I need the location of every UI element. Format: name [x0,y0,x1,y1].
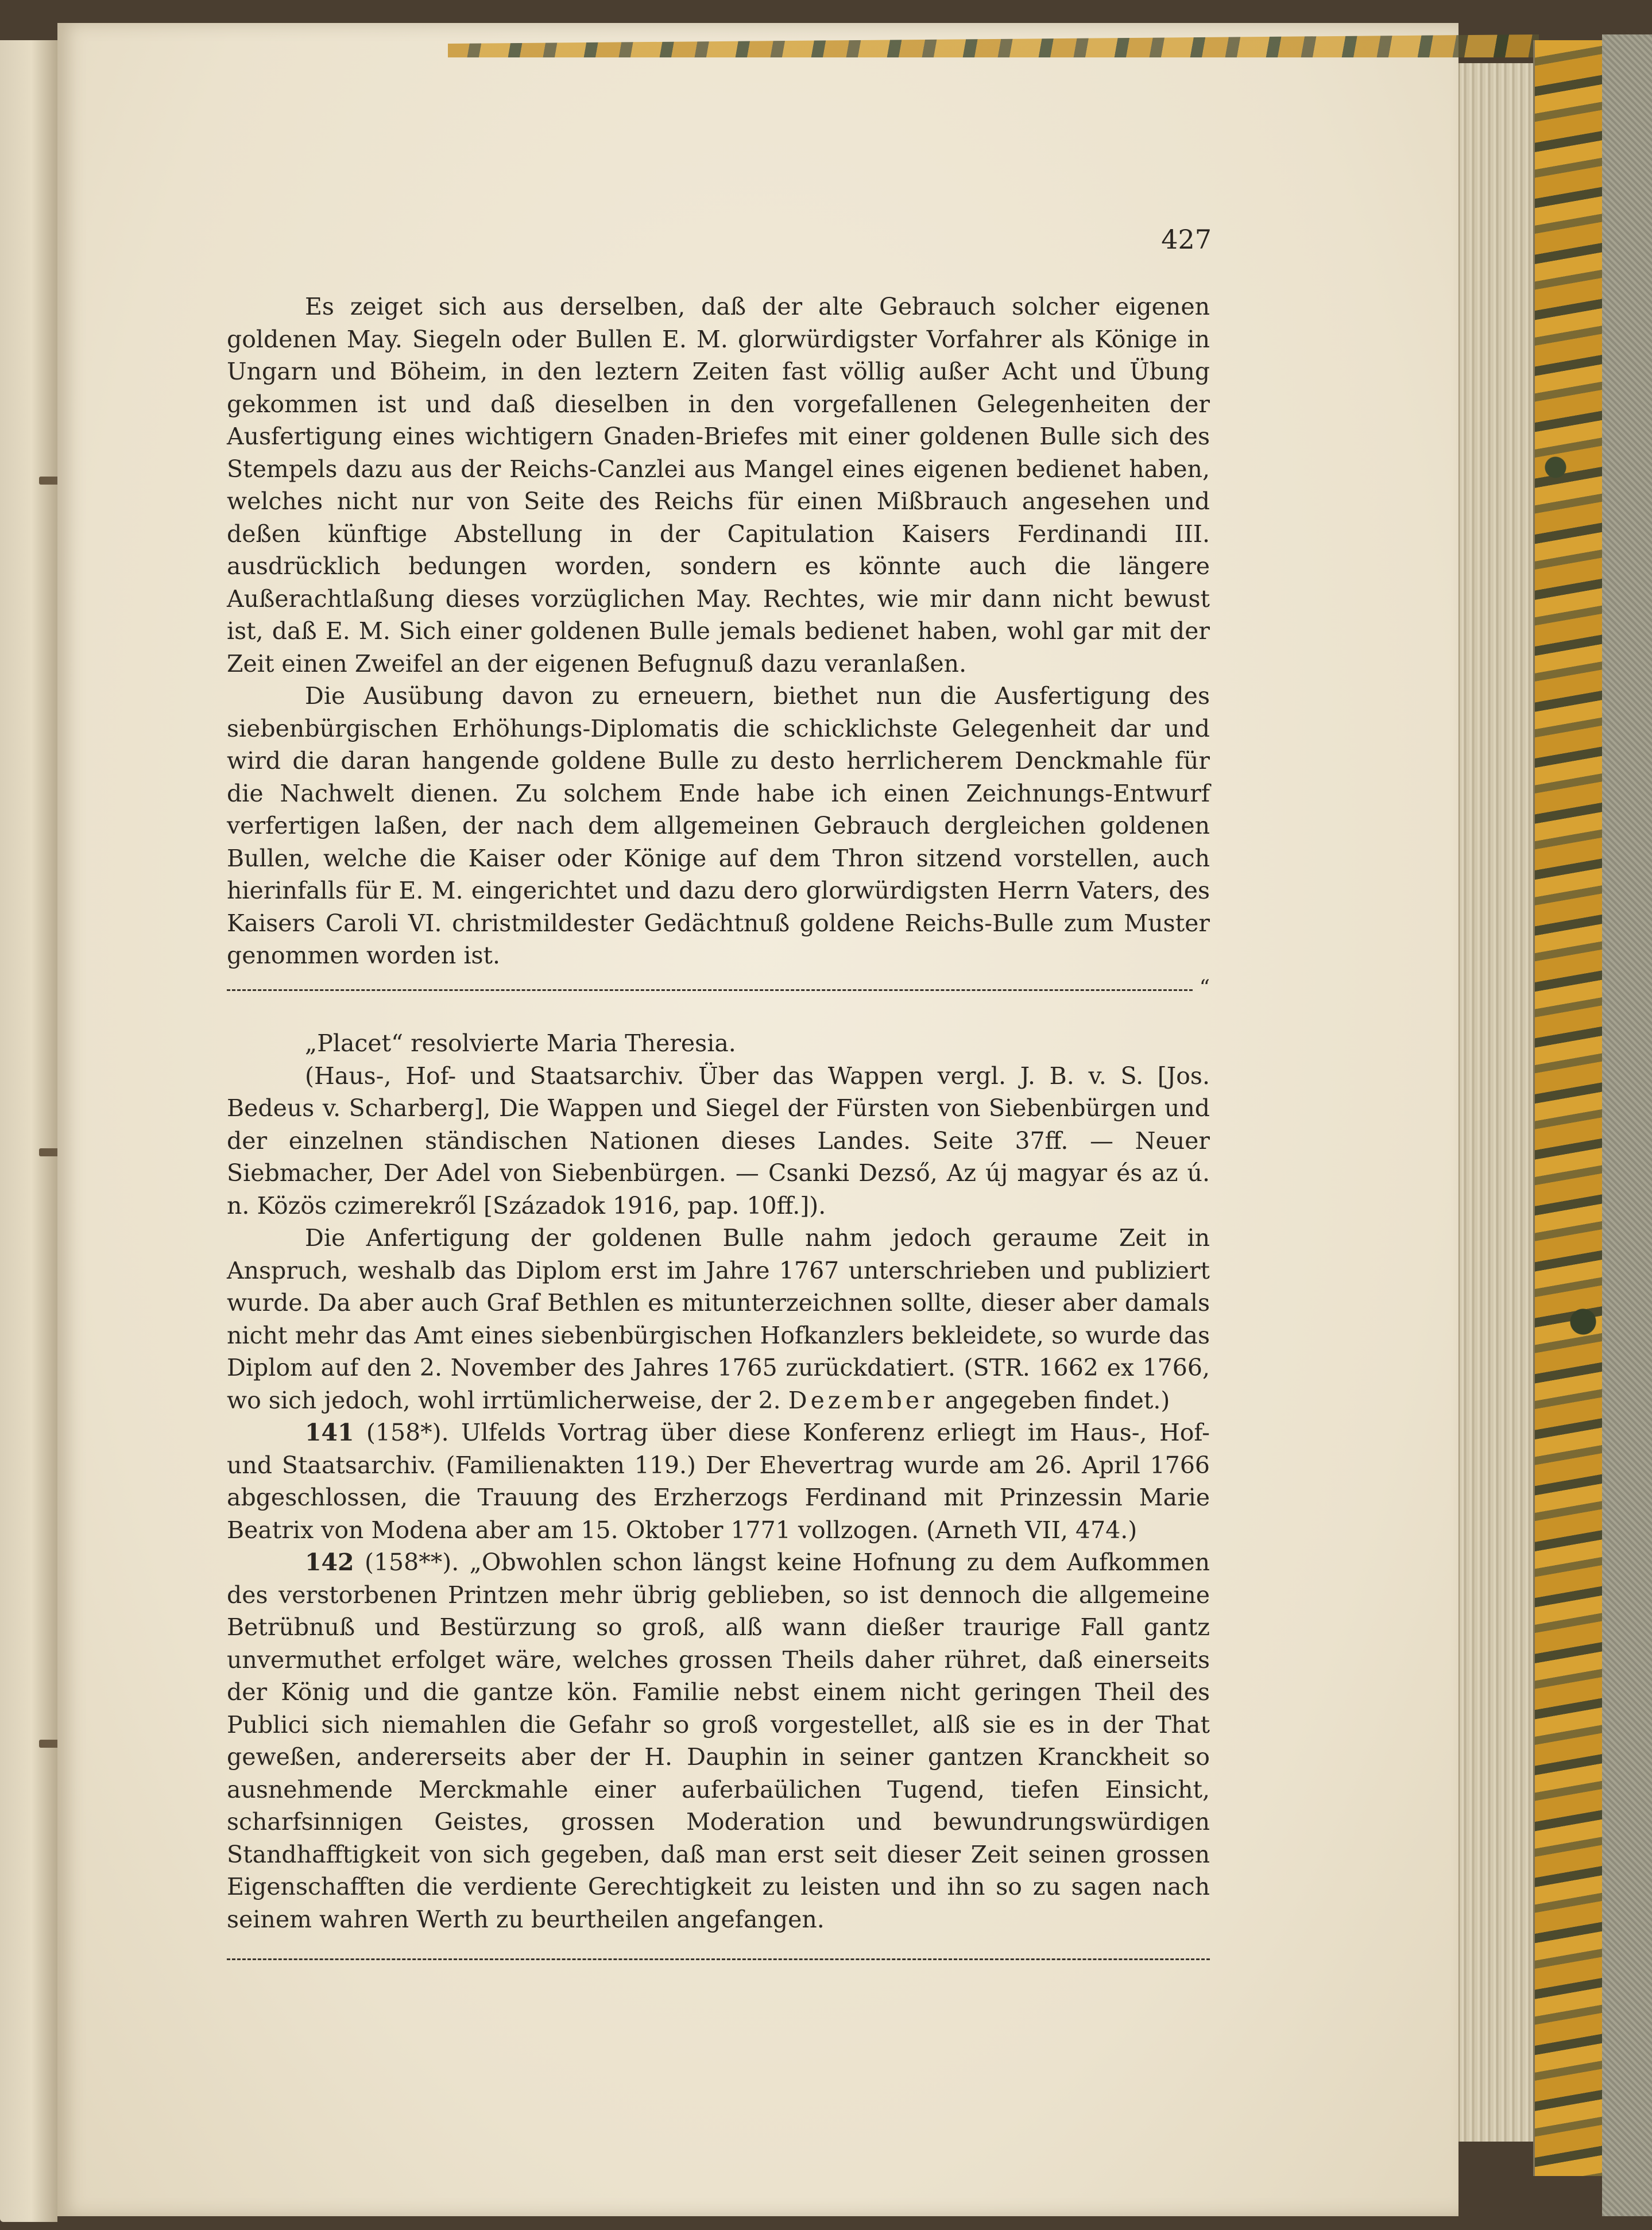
note-text: (158*). Ulfelds Vortrag über diese Konferenz erliegt im Haus-, Hof- und Staatsarchiv. (Familienakten 119.) Der Ehevertrag wurde am 26. April 1766 abgeschlossen, die Trauung des Erzherzogs Ferdinand mit Prinzessin Marie Beatrix von Modena aber am 15. Oktober 1771 vollzogen. (Arneth VII, 474.) [227,1419,1210,1544]
anfertigung-paragraph [227,1222,1210,1416]
source-note: (Haus-, Hof- und Staatsarchiv. Über das Wappen vergl. J. B. v. S. [Jos. Bedeus v. Scharberg], Die Wappen und Siegel der Fürsten von Siebenbürgen und der einzelnen ständischen Nationen dieses Landes. Seite 37ff. — Neuer Siebmacher, Der Adel von Siebenbürgen. — Csanki Dezső, Az új magyar és az ú. n. Közös czimerekről [Századok 1916, pap. 10ff.]). [227,1062,1210,1219]
paragraph: Es zeiget sich aus derselben, daß der alte Gebrauch solcher eigenen goldenen May. Siegeln oder Bullen E. M. glorwürdigster Vorfahrer als Könige in Ungarn und Böheim, in den leztern Zeiten fast völlig außer Acht und Übung gekommen ist und daß dieselben in den vorgefallenen Gelegenheiten der Ausfertigung eines wichtigern Gnaden-Briefes mit einer goldenen Bulle sich des Stempels dazu aus der Reichs-Canzlei aus Mangel eines eigenen bedienet haben, welches nicht nur von Seite des Reichs für einen Mißbrauch angesehen und deßen künftige Abstellung in der Capitulation Kaisers Ferdinandi III. ausdrücklich bedungen worden, sondern es könnte auch die längere Außerachtlaßung dieses vorzüglichen May. Rechtes, wie mir dann nicht bewust ist, daß E. M. Sich einer goldenen Bulle jemals bedienet haben, wohl gar mit der Zeit einen Zweifel an der eigenen Befugnuß dazu veranlaßen. [227,293,1210,677]
paragraph: Die Ausübung davon zu erneuern, biethet nun die Ausfertigung des siebenbürgischen Erhöhungs-Diplomatis die schicklichste Gelegenheit dar und wird die daran hangende goldene Bulle zu desto herrlicherem Denckmahle für die Nachwelt dienen. Zu solchem Ende habe ich einen Zeichnungs-Entwurf verfertigen laßen, der nach dem allgemeinen Gebrauch dergleichen goldenen Bullen, welche die Kaiser oder Könige auf dem Thron sitzend vorstellen, auch hierinfalls für E. M. eingerichtet und dazu dero glorwürdigsten Herrn Vaters, des Kaisers Caroli VI. christmildester Gedächtnuß goldene Reichs-Bulle zum Muster genommen worden ist. [227,682,1210,969]
anfertigung-end: angegeben findet.) [945,1386,1170,1414]
closing-quote: “ [1199,975,1210,1000]
marbled-fore-edge [1533,40,1604,2176]
dashed-divider [227,1941,1210,1974]
dashed-divider [227,972,1210,1005]
page-text [227,218,1210,1974]
page-stack-edge [1458,63,1534,2142]
note-number: 142 [305,1548,354,1576]
anfertigung-text: Die Anfertigung der goldenen Bulle nahm jedoch geraume Zeit in Anspruch, weshalb das Diplom erst im Jahre 1767 unterschrieben und publiziert wurde. Da aber auch Graf Bethlen es mitunterzeichnen sollte, dieser aber damals nicht mehr das Amt eines siebenbürgischen Hofkanzlers bekleidete, so wurde das Diplom auf den 2. November des Jahres 1765 zurückdatiert. (STR. 1662 ex 1766, wo sich jedoch, wohl irrtümlicherweise, der 2. [227,1224,1210,1414]
note-141 [227,1416,1210,1546]
page-number: 427 [1161,224,1212,255]
note-text: (158**). „Obwohlen schon längst keine Hofnung zu dem Aufkommen des verstorbenen Printzen mehr übrig geblieben, so ist dennoch die allgemeine Betrübnuß und Bestürzung so groß, alß wann dießer traurige Fall gantz unvermuthet erfolget wäre, welches grossen Theils daher rühret, daß einerseits der König und die gantze kön. Familie nebst einem nicht geringen Theil des Publici sich niemahlen die Gefahr so groß vorgestellet, alß sie es in der That geweßen, andererseits aber der H. Dauphin in seiner gantzen Kranckheit so ausnehmende Merckmahle einer auferbaülichen Tugend, tiefen Einsicht, scharfsinnigen Geistes, grossen Moderation und bewundrungswürdigen Standhafftigkeit von sich gegeben, daß man erst seit dieser Zeit seinen grossen Eigenschafften die verdiente Gerechtigkeit zu leisten und ihn so zu sagen nach seinem wahren Werth zu beurtheilen angefangen. [227,1548,1210,1933]
note-number: 141 [305,1419,354,1446]
spaced-word: Dezember [788,1386,938,1414]
placet-line: „Placet“ resolvierte Maria Theresia. [305,1029,736,1057]
previous-page-edge [0,40,57,2222]
book-cover [1602,34,1652,2216]
note-142 [227,1546,1210,1935]
